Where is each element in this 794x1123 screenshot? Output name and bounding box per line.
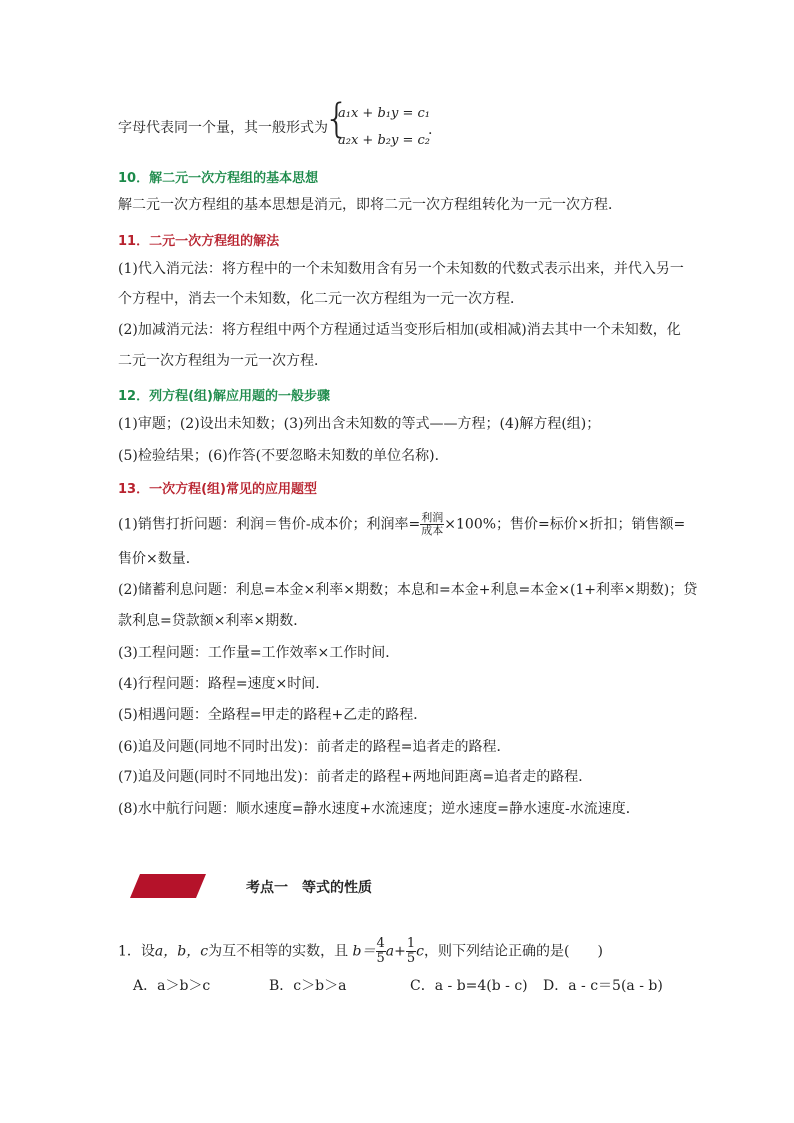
section-11-p2-line1: (2)加减消元法：将方程组中两个方程通过适当变形后相加(或相减)消去其中一个未知数，化 bbox=[118, 322, 681, 338]
section-13-item3: (3)工程问题：工作量=工作效率×工作时间． bbox=[118, 645, 400, 661]
fraction-denominator: 5 bbox=[406, 951, 416, 966]
equation-lhs: b＝ bbox=[352, 943, 376, 960]
intro-text: 字母代表同一个量，其一般形式为 bbox=[118, 120, 328, 136]
section-10-text: 解二元一次方程组的基本思想是消元，即将二元一次方程组转化为一元一次方程． bbox=[118, 197, 622, 213]
plus-sign: + bbox=[394, 943, 406, 960]
fraction-numerator: 1 bbox=[406, 936, 416, 951]
exam-point-banner bbox=[130, 874, 206, 898]
question-1-stem bbox=[118, 937, 603, 966]
section-12-heading: 12．列方程(组)解应用题的一般步骤 bbox=[118, 389, 330, 404]
section-12-line2: (5)检验结果；(6)作答(不要忽略未知数的单位名称)． bbox=[118, 448, 449, 464]
section-13-item6: (6)追及问题(同地不同时出发)：前者走的路程=追者走的路程． bbox=[118, 739, 511, 755]
section-13-item2-line2: 款利息=贷款额×利率×期数． bbox=[118, 613, 308, 629]
section-11-p1-line1: (1)代入消元法：将方程中的一个未知数用含有另一个未知数的代数式表示出来，并代入另一 bbox=[118, 261, 684, 277]
question-vars: a，b，c bbox=[154, 943, 209, 960]
option-a[interactable]: A．a＞b＞c bbox=[133, 978, 211, 994]
section-10-heading: 10．解二元一次方程组的基本思想 bbox=[118, 171, 319, 186]
equation-end-period: . bbox=[428, 122, 433, 138]
fraction-1-5 bbox=[406, 937, 416, 966]
option-c[interactable]: C．a - b=4(b - c) bbox=[410, 978, 528, 994]
option-b[interactable]: B．c＞b＞a bbox=[269, 978, 347, 994]
option-d[interactable]: D．a - c＝5(a - b) bbox=[543, 978, 663, 994]
left-brace: { bbox=[324, 96, 350, 142]
fraction-denominator: 成本 bbox=[421, 524, 444, 537]
question-prefix: 1．设 bbox=[118, 943, 155, 960]
section-13-item1-line1 bbox=[118, 512, 685, 537]
section-12-line1: (1)审题；(2)设出未知数；(3)列出含未知数的等式——方程；(4)解方程(组)； bbox=[118, 416, 601, 432]
item1-part-b: ×100%；售价=标价×折扣；销售额= bbox=[444, 516, 686, 533]
section-11-heading: 11．二元一次方程组的解法 bbox=[118, 234, 280, 249]
fraction-numerator: 利润 bbox=[421, 511, 444, 524]
section-13-item8: (8)水中航行问题：顺水速度=静水速度+水流速度；逆水速度=静水速度-水流速度． bbox=[118, 801, 640, 817]
section-11-p2-line2: 二元一次方程组为一元一次方程． bbox=[118, 353, 328, 369]
var-a: a bbox=[385, 943, 395, 960]
section-13-item1-line2: 售价×数量． bbox=[118, 551, 200, 567]
section-11-p1-line2: 个方程中，消去一个未知数，化二元一次方程组为一元一次方程． bbox=[118, 291, 524, 307]
equation-2: a₂x + b₂y = c₂ bbox=[338, 133, 430, 148]
profit-rate-fraction bbox=[420, 512, 444, 537]
section-13-item2-line1: (2)储蓄利息问题：利息=本金×利率×期数；本息和=本金+利息=本金×(1+利率×期数)；贷 bbox=[118, 582, 698, 598]
section-13-heading: 13．一次方程(组)常见的应用题型 bbox=[118, 482, 317, 497]
section-13-item4: (4)行程问题：路程=速度×时间． bbox=[118, 676, 330, 692]
fraction-4-5 bbox=[376, 937, 386, 966]
section-13-item5: (5)相遇问题：全路程=甲走的路程+乙走的路程． bbox=[118, 707, 428, 723]
exam-point-title: 考点一 等式的性质 bbox=[246, 880, 372, 896]
fraction-numerator: 4 bbox=[376, 936, 385, 951]
item1-part-a: (1)销售打折问题：利润＝售价-成本价；利润率= bbox=[118, 516, 421, 533]
equation-1: a₁x + b₁y = c₁ bbox=[338, 106, 430, 121]
fraction-denominator: 5 bbox=[376, 951, 385, 966]
section-13-item7: (7)追及问题(同时不同地出发)：前者走的路程+两地间距离=追者走的路程． bbox=[118, 769, 593, 785]
question-mid: 为互不相等的实数，且 bbox=[208, 943, 349, 960]
var-c: c bbox=[416, 943, 424, 960]
question-suffix: ，则下列结论正确的是( ) bbox=[424, 943, 603, 960]
